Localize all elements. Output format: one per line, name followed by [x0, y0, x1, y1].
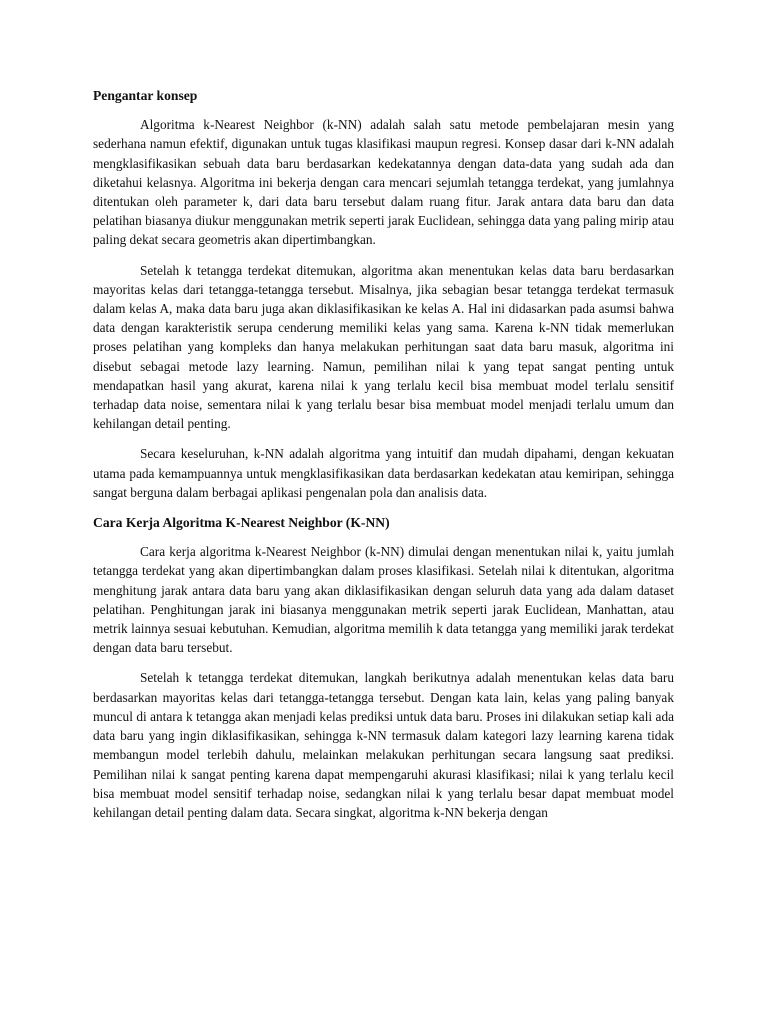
section-heading-cara-kerja: Cara Kerja Algoritma K-Nearest Neighbor (K-NN)	[93, 515, 390, 531]
document-page	[93, 86, 674, 833]
section-heading-pengantar-konsep: Pengantar konsep	[93, 88, 198, 103]
paragraph: Cara kerja algoritma k-Nearest Neighbor (k-NN) dimulai dengan menentukan nilai k, yaitu jumlah tetangga terdekat yang akan dipertimbangkan dalam proses klasifikasi. Setelah nilai k ditentukan, algoritma menghitung jarak antara data baru yang akan diklasifikasikan dengan seluruh data yang ada dalam dataset pelatihan. Penghitungan jarak ini biasanya menggunakan metrik seperti jarak Euclidean, Manhattan, atau metrik lainnya sesuai kebutuhan. Kemudian, algoritma memilih k data tetangga yang memiliki jarak terdekat dengan data baru tersebut.	[93, 544, 674, 656]
paragraph: Secara keseluruhan, k-NN adalah algoritma yang intuitif dan mudah dipahami, dengan kekuatan utama pada kemampuannya untuk mengklasifikasikan data berdasarkan kedekatan atau kemiripan, sehingga sangat berguna dalam berbagai aplikasi pengenalan pola dan analisis data.	[93, 446, 674, 500]
paragraph: Setelah k tetangga terdekat ditemukan, algoritma akan menentukan kelas data baru berdasarkan mayoritas kelas dari tetangga-tetangga tersebut. Misalnya, jika sebagian besar tetangga terdekat termasuk dalam kelas A, maka data baru juga akan diklasifikasikan ke kelas A. Hal ini didasarkan pada asumsi bahwa data dengan karakteristik serupa cenderung memiliki kelas yang sama. Karena k-NN tidak memerlukan proses pelatihan yang kompleks dan hanya melakukan perhitungan saat data baru masuk, algoritma ini disebut sebagai metode lazy learning. Namun, pemilihan nilai k yang tepat sangat penting untuk mendapatkan hasil yang akurat, karena nilai k yang terlalu kecil bisa membuat model terlalu sensitif terhadap data noise, sementara nilai k yang terlalu besar bisa membuat model menjadi terlalu umum dan kehilangan detail penting.	[93, 262, 674, 432]
paragraph: Algoritma k-Nearest Neighbor (k-NN) adalah salah satu metode pembelajaran mesin yang sederhana namun efektif, digunakan untuk tugas klasifikasi maupun regresi. Konsep dasar dari k-NN adalah mengklasifikasikan sebuah data baru berdasarkan kedekatannya dengan data-data yang sudah ada dan diketahui kelasnya. Algoritma ini bekerja dengan cara mencari sejumlah tetangga terdekat, yang jumlahnya ditentukan oleh parameter k, dari data baru tersebut dalam ruang fitur. Jarak antara data baru dan data pelatihan biasanya diukur menggunakan metrik seperti jarak Euclidean, sehingga data yang paling mirip atau paling dekat secara geometris akan dipertimbangkan.	[93, 117, 674, 248]
paragraph: Setelah k tetangga terdekat ditemukan, langkah berikutnya adalah menentukan kelas data baru berdasarkan mayoritas kelas dari tetangga-tetangga tersebut. Dengan kata lain, kelas yang paling banyak muncul di antara k tetangga akan menjadi kelas prediksi untuk data baru. Proses ini dilakukan setiap kali ada data baru yang ingin diklasifikasikan, sehingga k-NN termasuk dalam kategori lazy learning karena tidak membangun model terlebih dahulu, melainkan melakukan perhitungan secara langsung saat prediksi. Pemilihan nilai k sangat penting karena dapat mempengaruhi akurasi klasifikasi; nilai k yang terlalu kecil bisa membuat model sensitif terhadap noise, sedangkan nilai k yang terlalu besar dapat membuat model kehilangan detail penting dalam data. Secara singkat, algoritma k-NN bekerja dengan	[93, 670, 674, 820]
